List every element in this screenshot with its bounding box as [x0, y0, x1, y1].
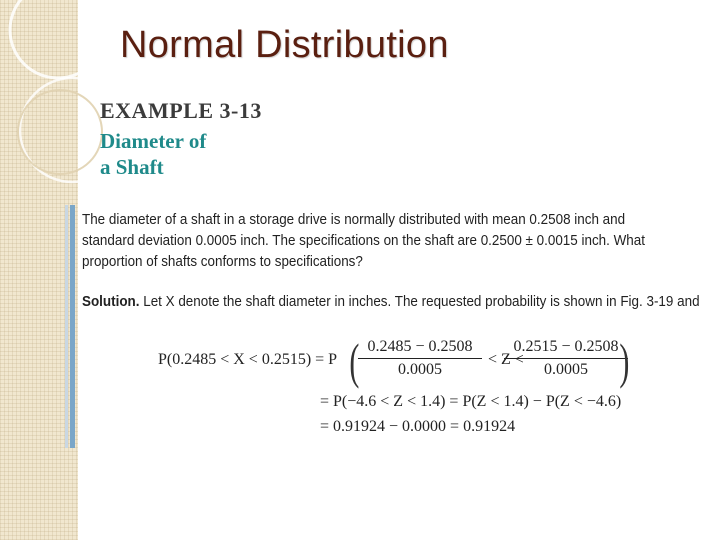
example-subtitle: [100, 128, 300, 180]
page-title: Normal Distribution: [120, 24, 449, 66]
example-label: EXAMPLE 3-13: [100, 98, 262, 123]
fraction-2: [504, 338, 628, 379]
solution-paragraph: [82, 294, 700, 310]
margin-bar: [65, 205, 68, 448]
paren-open: (: [349, 333, 360, 389]
equation-line-3: = 0.91924 − 0.0000 = 0.91924: [320, 418, 516, 435]
fraction-1: [358, 338, 482, 379]
fraction-2-denominator: 0.0005: [544, 361, 588, 378]
solution-lead: Solution.: [82, 294, 140, 310]
equation-line-2: = P(−4.6 < Z < 1.4) = P(Z < 1.4) − P(Z < −4.6): [320, 393, 622, 410]
fraction-2-numerator: 0.2515 − 0.2508: [504, 338, 628, 359]
equation-lhs: P(0.2485 < X < 0.2515) = P: [158, 351, 338, 368]
problem-statement: The diameter of a shaft in a storage drive is normally distributed with mean 0.2508 inch and standard deviation 0.0005 inch. The specifications on the shaft are 0.2500 ± 0.0015 inch. What proportion of shafts conforms to specifications?: [82, 212, 645, 270]
solution-text: Let X denote the shaft diameter in inches. The requested probability is shown in Fig. 3-19 and: [139, 294, 700, 310]
example-subtitle-line2: a Shaft: [100, 155, 164, 179]
paren-close: ): [619, 333, 630, 389]
equation-line-1: [158, 333, 638, 390]
fraction-1-denominator: 0.0005: [398, 361, 442, 378]
margin-bar-accent: [70, 205, 75, 448]
example-subtitle-line1: Diameter of: [100, 129, 207, 153]
fraction-1-numerator: 0.2485 − 0.2508: [358, 338, 482, 359]
equation-middle: < Z <: [488, 351, 524, 368]
